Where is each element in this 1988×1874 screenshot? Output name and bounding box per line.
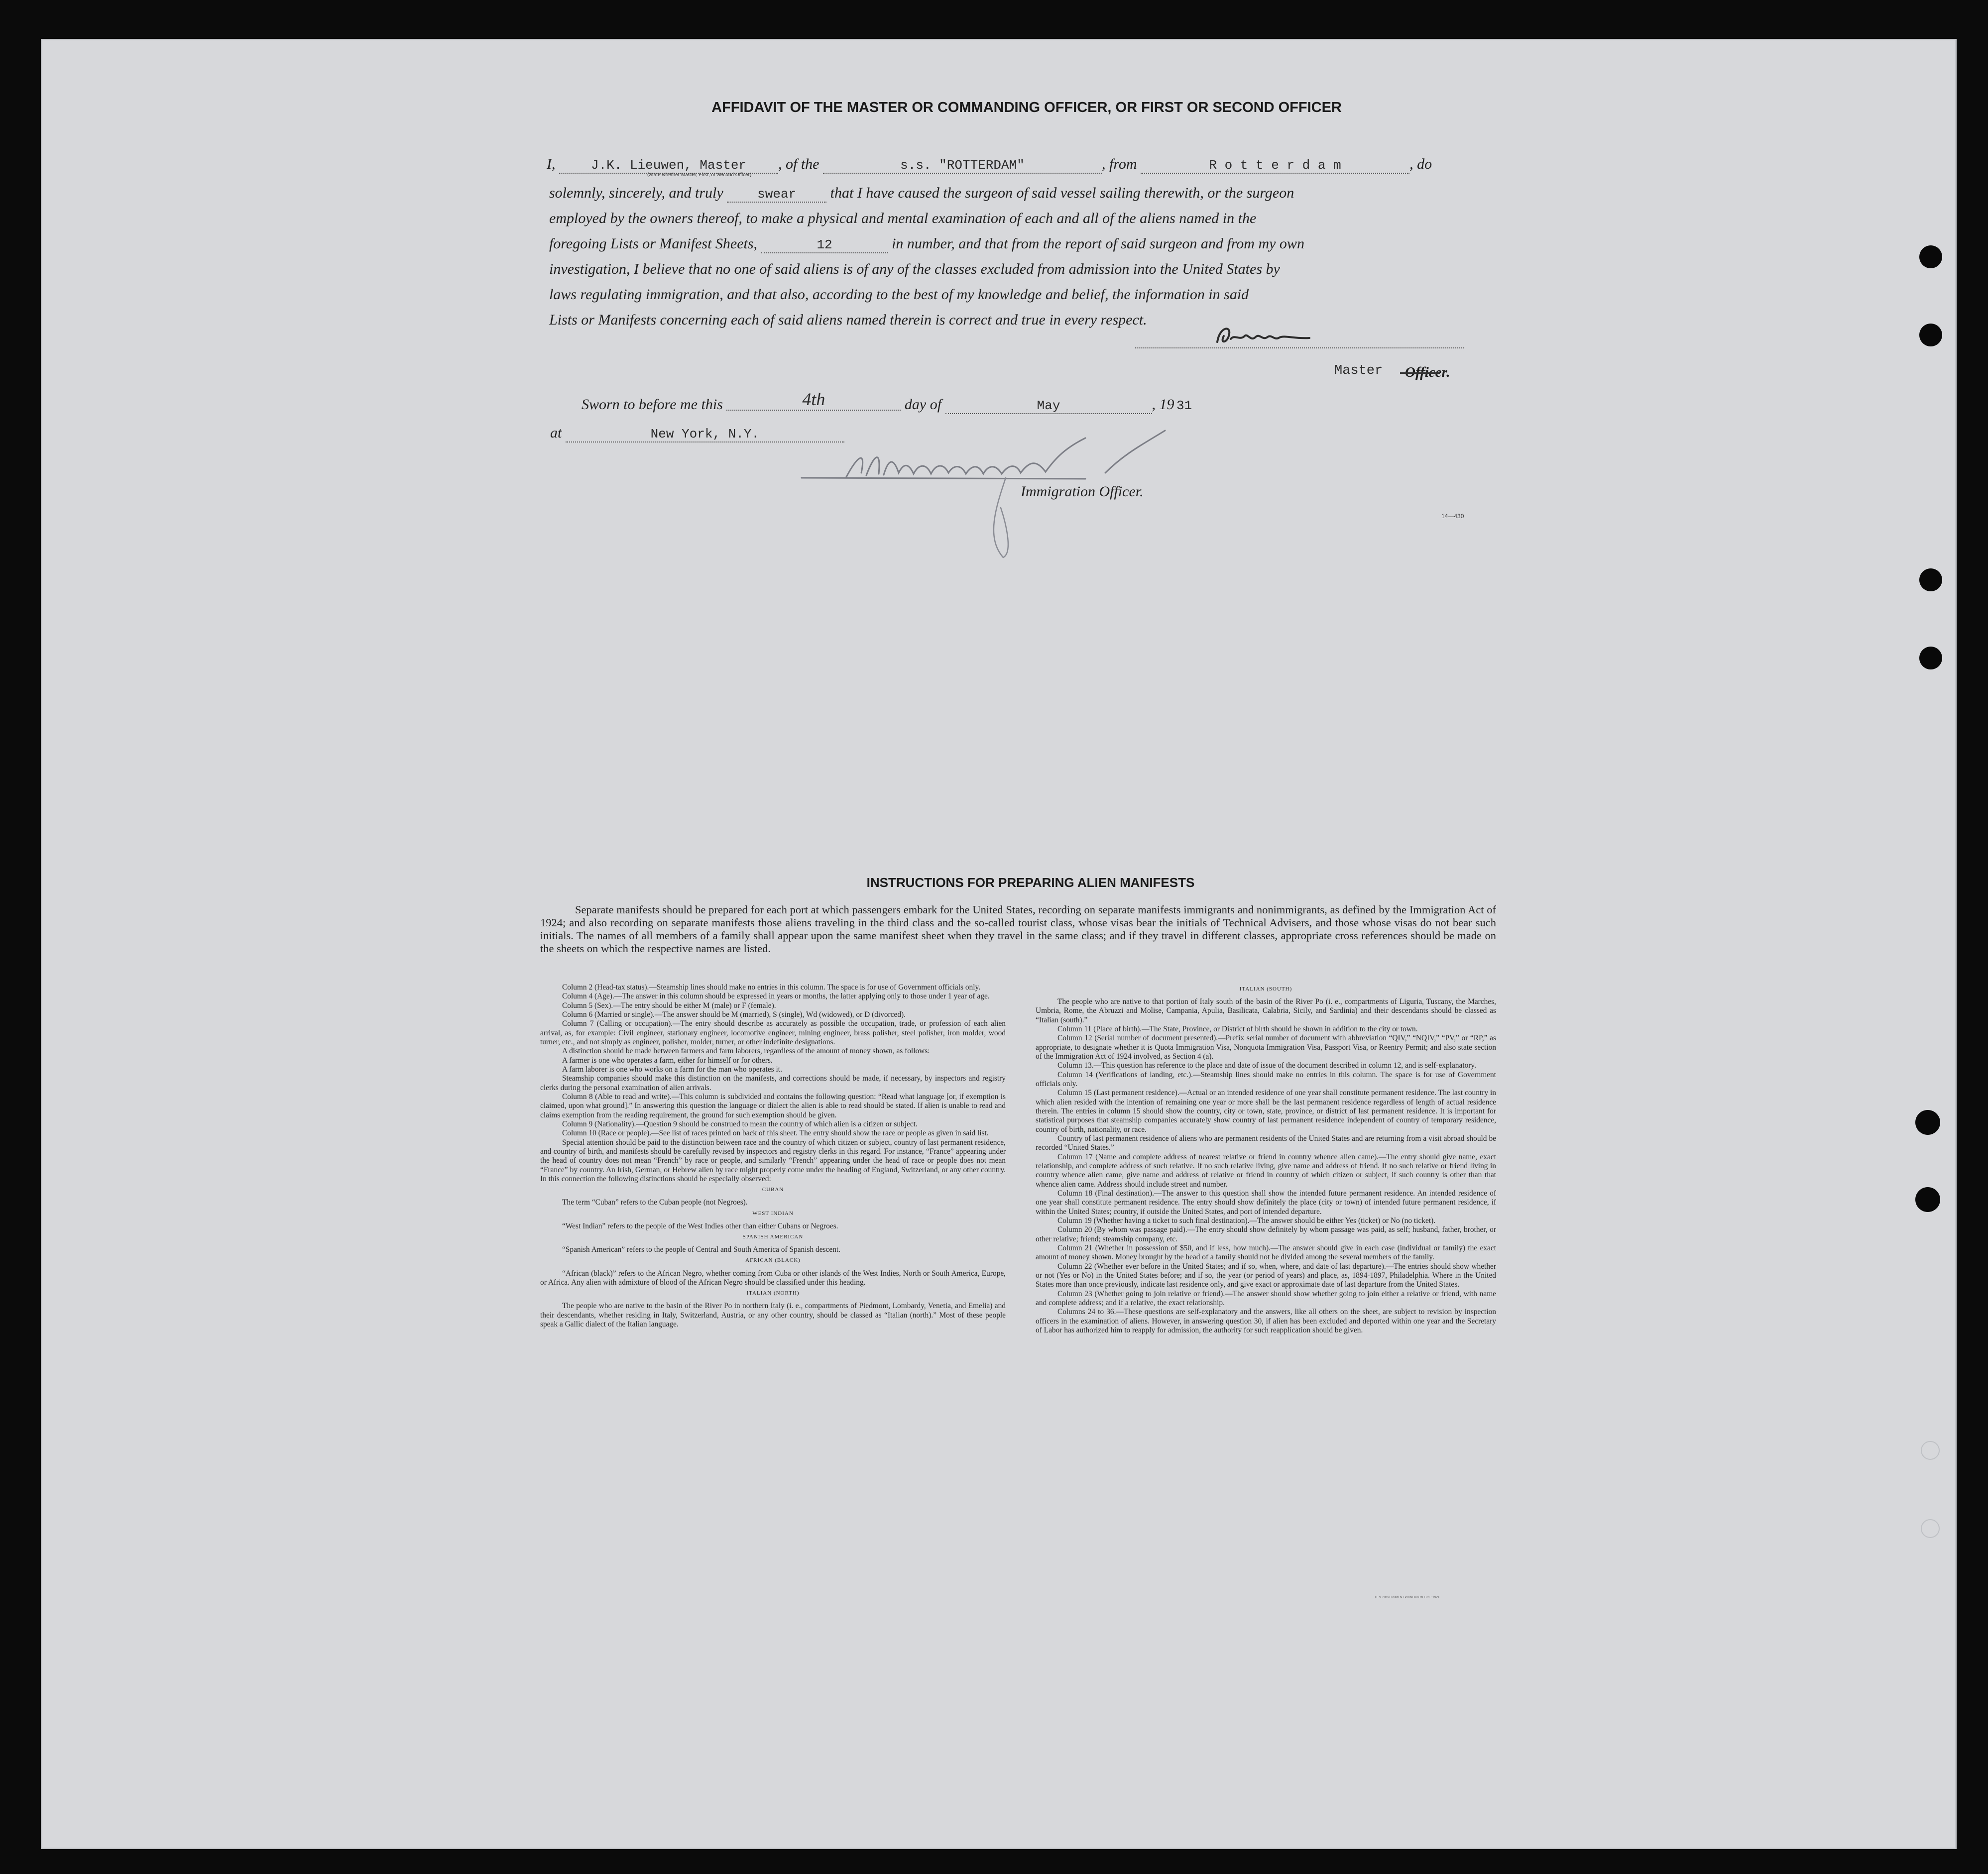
instruction-paragraph: “West Indian” refers to the people of the West Indies other than either Cubans or Negroes. bbox=[562, 1221, 838, 1230]
officer-strikeout bbox=[1400, 372, 1440, 374]
affidavit-line-1: I, J.K. Lieuwen, Master , of the s.s. "ROTTERDAM" , from R o t t e r d a m , do bbox=[547, 156, 1432, 173]
instructions-left-column bbox=[540, 983, 1006, 1329]
binder-hole bbox=[1915, 1187, 1940, 1212]
affidavit-title: AFFIDAVIT OF THE MASTER OR COMMANDING OFFICER, OR FIRST OR SECOND OFFICER bbox=[711, 100, 1342, 115]
instruction-paragraph: The people who are native to the basin of the River Po in northern Italy (i. e., compartments of Piedmont, Lombardy, Venetia, and Emelia) and their descendants, whether residing in Italy, Switzerland, Austria, or any other country, should be classed as “Italian (north).” Most of these people speak a Gallic dialect of the Italian language. bbox=[540, 1302, 1006, 1328]
signature-line bbox=[1135, 347, 1464, 348]
section-heading: ITALIAN (SOUTH) bbox=[1239, 986, 1292, 992]
instruction-paragraph: A farmer is one who operates a farm, either for himself or for others. bbox=[562, 1056, 773, 1065]
section-heading: AFRICAN (BLACK) bbox=[745, 1257, 801, 1264]
month-field: May bbox=[945, 398, 1152, 414]
at-line: at New York, N.Y. bbox=[550, 425, 844, 442]
instruction-paragraph: Column 15 (Last permanent residence).—Actual or an intended residence of one year shall constitute permanent residence. The last country in which alien resided with the intention of remaining one year or more shall be the last permanent residence regardless of length of actual residence therein. The entries in column 15 should show the country, city or town, state, province, or district of last permanent residence. It is important for statistical purposes that steamship companies accurately show country of last permanent residence independent of country of temporary residence, country of birth, nationality, or race. bbox=[1036, 1089, 1496, 1134]
immigration-officer-label: Immigration Officer. bbox=[1021, 483, 1144, 500]
instruction-paragraph: Column 21 (Whether in possession of $50, and if less, how much).—The answer should give in each case (individual or family) the exact amount of money shown. Money brought by the head of a family should not be divided among the several members of the family. bbox=[1036, 1243, 1496, 1262]
affidavit-line-3: employed by the owners thereof, to make a physical and mental examination of each and all of the aliens named in the bbox=[549, 210, 1257, 226]
instruction-paragraph: Column 6 (Married or single).—The answer should be M (married), S (single), Wd (widowed), or D (divorced). bbox=[562, 1010, 906, 1019]
instruction-paragraph: Column 11 (Place of birth).—The State, Province, or District of birth should be shown in addition to the city or town. bbox=[1057, 1025, 1418, 1034]
affidavit-line-6: laws regulating immigration, and that also, according to the best of my knowledge and belief, the information in said bbox=[549, 286, 1249, 303]
binder-hole-faint bbox=[1921, 1519, 1940, 1538]
instruction-paragraph: Column 9 (Nationality).—Question 9 should be construed to mean the country of which alien is a citizen or subject. bbox=[562, 1119, 918, 1128]
binder-hole-faint bbox=[1921, 1441, 1940, 1460]
master-title: Master bbox=[1334, 363, 1383, 378]
instruction-paragraph: A farm laborer is one who works on a farm for the man who operates it. bbox=[562, 1065, 782, 1074]
section-heading: CUBAN bbox=[762, 1187, 784, 1193]
instruction-paragraph: Column 2 (Head-tax status).—Steamship lines should make no entries in this column. The space is for use of Government officials only. bbox=[562, 983, 981, 992]
instruction-paragraph: Column 14 (Verifications of landing, etc.).—Steamship lines should make no entries in this column. The space is for use of Government officials only. bbox=[1036, 1070, 1496, 1089]
instruction-paragraph: Column 4 (Age).—The answer in this column should be expressed in years or months, the latter applying only to those under 1 year of age. bbox=[562, 992, 990, 1001]
binder-hole bbox=[1915, 1110, 1940, 1135]
section-heading: WEST INDIAN bbox=[752, 1210, 794, 1216]
day-field: 4th bbox=[726, 389, 901, 411]
instruction-paragraph: Column 23 (Whether going to join relative or friend).—The answer should show whether going to join either a relative or friend, with name and complete address; and if a relative, the exact relationship. bbox=[1036, 1289, 1496, 1307]
instruction-paragraph: The people who are native to that portion of Italy south of the basin of the River Po (i. e., compartments of Liguria, Tuscany, the Marches, Umbria, Rome, the Abruzzi and Molise, Campania, Apulia, Basilicata, Calabria, Sicily, and Sardinia) and their descendants should be classed as “Italian (south).” bbox=[1036, 997, 1496, 1024]
officer-rank-caption: (State whether Master, First, or Second Officer) bbox=[647, 172, 752, 178]
instruction-paragraph: Column 13.—This question has reference to the place and date of issue of the document described in column 12, and is self-explanatory. bbox=[1057, 1061, 1476, 1070]
oath-field: swear bbox=[727, 187, 826, 203]
sheet-count-field: 12 bbox=[761, 237, 888, 253]
instruction-paragraph: Column 10 (Race or people).—See list of races printed on back of this sheet. The entry should show the race or people as given in said list. bbox=[562, 1129, 989, 1138]
instruction-paragraph: Column 17 (Name and complete address of nearest relative or friend in country whence alien came).—The entry should give name, exact relationship, and complete address of such relative. If no such relative living, give name and address of friend. If no such relative or friend living in country whence alien came, give name and address of relative or friend in country of which citizen or subject, if such country is other than that whence alien came. Address should include street and number. bbox=[1036, 1152, 1496, 1189]
instruction-paragraph: “Spanish American” refers to the people of Central and South America of Spanish descent. bbox=[562, 1245, 841, 1254]
binder-hole bbox=[1919, 568, 1942, 591]
printer-mark: U. S. GOVERNMENT PRINTING OFFICE: 1929 bbox=[1375, 1596, 1439, 1599]
officer-word: Officer. bbox=[1405, 364, 1450, 380]
affidavit-line-2: solemnly, sincerely, and truly swear that I have caused the surgeon of said vessel sailing therewith, or the surgeon bbox=[549, 185, 1294, 202]
instruction-paragraph: Column 20 (By whom was passage paid).—The entry should show definitely by whom passage was paid, as self; husband, father, brother, or other relative; friend; steamship company, etc. bbox=[1036, 1225, 1496, 1243]
instruction-paragraph: A distinction should be made between farmers and farm laborers, regardless of the amount of money shown, as follows: bbox=[562, 1047, 930, 1056]
instruction-paragraph: Columns 24 to 36.—These questions are self-explanatory and the answers, like all others on the sheet, are subject to revision by inspection officers in the examination of aliens. However, in answering question 30, if alien has been excluded and deported within one year and the Secretary of Labor has authorized him to reapply for admission, the authority for such reapplication should be given. bbox=[1036, 1308, 1496, 1334]
year-field: 31 bbox=[1176, 398, 1192, 413]
instructions-title: INSTRUCTIONS FOR PREPARING ALIEN MANIFESTS bbox=[866, 875, 1195, 890]
affidavit-line-5: investigation, I believe that no one of said aliens is of any of the classes excluded from admission into the United States by bbox=[549, 261, 1280, 277]
instructions-right-column bbox=[1036, 983, 1496, 1335]
instructions-intro: Separate manifests should be prepared for each port at which passengers embark for the United States, recording on separate manifests immigrants and nonimmigrants, as defined by the Immigration Act of 1924; and also recording on separate manifests those aliens traveling in the third class and the so-called tourist class, whose visas bear the initials of Technical Advisers, and those whose visas do not bear such initials. The names of all members of a family shall appear upon the same manifest sheet when they travel in the same class; and if they travel in different classes, appropriate cross references should be made on the sheets on which the respective names are listed. bbox=[540, 903, 1496, 955]
master-name-field: J.K. Lieuwen, Master bbox=[559, 158, 778, 174]
sworn-line: Sworn to before me this 4th day of May , 19 31 bbox=[582, 393, 1194, 415]
form-code: 14—430 bbox=[1441, 513, 1464, 520]
affidavit-line-7: Lists or Manifests concerning each of said aliens named therein is correct and true in every respect. bbox=[549, 312, 1147, 328]
instruction-paragraph: Column 22 (Whether ever before in the United States; and if so, when, where, and date of last departure).—The entries should show whether or not (Yes or No) in the United States before; and if so, the year (or period of years) and place, as, 1894-1897, Philadelphia. Where in the United States more than once previously, indicate last residence only, and give exact or approximate date of last departure from the United States. bbox=[1036, 1262, 1496, 1289]
instruction-paragraph: Country of last permanent residence of aliens who are permanent residents of the United States and are returning from a visit abroad should be recorded “United States.” bbox=[1036, 1134, 1496, 1152]
instruction-paragraph: Column 8 (Able to read and write).—This column is subdivided and contains the following question: “Read what language [or, if exemption is claimed, upon what ground].” In answering this question the language or dialect the alien is able to read should be stated. If alien is unable to read and claims exemption from the reading requirement, the ground for such exemption should be given. bbox=[540, 1092, 1006, 1119]
binder-hole bbox=[1919, 647, 1942, 669]
binder-hole bbox=[1919, 245, 1942, 268]
place-field: New York, N.Y. bbox=[566, 427, 844, 442]
instruction-paragraph: Column 18 (Final destination).—The answer to this question shall show the intended future permanent residence. An intended residence of one year shall constitute permanent residence. The entry should show definitely the place (city or town) of intended future permanent residence, if within the United States; country, if outside the United States, and port of intended departure. bbox=[1036, 1189, 1496, 1216]
binder-hole bbox=[1919, 324, 1942, 346]
instruction-paragraph: “African (black)” refers to the African Negro, whether coming from Cuba or other islands of the West Indies, North or South America, Europe, or Africa. Any alien with admixture of blood of the African Negro should be classified under this heading. bbox=[540, 1269, 1006, 1287]
affidavit-line-4: foregoing Lists or Manifest Sheets, 12 in number, and that from the report of said surgeon and from my own bbox=[549, 235, 1304, 252]
section-heading: ITALIAN (NORTH) bbox=[746, 1290, 800, 1297]
instruction-paragraph: Column 19 (Whether having a ticket to such final destination).—The answer should be either Yes (ticket) or No (no ticket). bbox=[1057, 1216, 1436, 1225]
instruction-paragraph: Column 7 (Calling or occupation).—The entry should describe as accurately as possible the occupation, trade, or profession of each alien arrival, as, for example: Civil engineer, stationary engineer, locomotive engineer, mining engineer, brass polisher, steel polisher, iron molder, wood turner, etc., and not simply as engineer, polisher, molder, turner, or other indefinite designations. bbox=[540, 1019, 1006, 1046]
vessel-field: s.s. "ROTTERDAM" bbox=[823, 158, 1102, 174]
instruction-paragraph: The term “Cuban” refers to the Cuban people (not Negroes). bbox=[562, 1198, 748, 1207]
instruction-paragraph: Steamship companies should make this distinction on the manifests, and corrections should be made, if necessary, by inspectors and registry clerks during the personal examination of alien arrivals. bbox=[540, 1074, 1006, 1092]
section-heading: SPANISH AMERICAN bbox=[742, 1234, 804, 1240]
master-signature bbox=[1205, 321, 1374, 351]
instruction-paragraph: Column 12 (Serial number of document presented).—Prefix serial number of document with abbreviation “QIV,” “NQIV,” “PV,” or “RP,” as appropriate, to designate whether it is Quota Immigration Visa, Nonquota Immigration Visa, Passport Visa, or Reentry Permit; and also state section of the Immigration Act of 1924 involved, as Section 4 (a). bbox=[1036, 1034, 1496, 1061]
port-field: R o t t e r d a m bbox=[1141, 158, 1409, 174]
instruction-paragraph: Special attention should be paid to the distinction between race and the country of which citizen or subject, country of last permanent residence, and country of birth, and manifests should be carefully revised by inspectors and registry clerks in this regard. For instance, “France” appearing under the head of country does not mean “French” by race or people, and similarly “French” appearing under the head of race or people does not mean “France” by country. An Irish, German, or Hebrew alien by race might properly come under the heading of England, Switzerland, or any other country. In this connection the following distinctions should be especially observed: bbox=[540, 1138, 1006, 1183]
instruction-paragraph: Column 5 (Sex).—The entry should be either M (male) or F (female). bbox=[562, 1001, 776, 1010]
